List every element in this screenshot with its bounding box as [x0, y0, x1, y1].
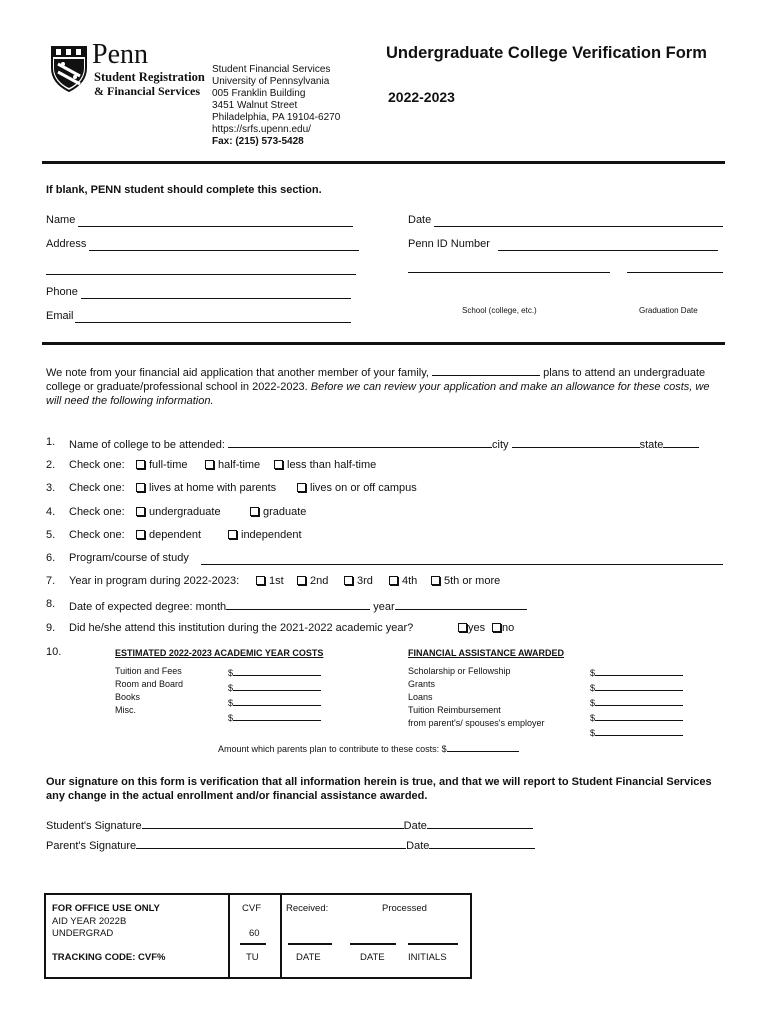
option-yes[interactable] — [458, 622, 485, 634]
name-field[interactable] — [78, 226, 353, 227]
student-signature-field[interactable] — [142, 817, 404, 829]
address-line: 3451 Walnut Street — [212, 100, 298, 111]
checkbox-icon[interactable] — [458, 623, 467, 632]
dollar-sign: $ — [228, 668, 234, 678]
office-use-box — [44, 893, 472, 979]
checkbox-icon[interactable] — [136, 530, 145, 539]
office-divider — [280, 895, 282, 977]
address-line: Student Financial Services — [212, 64, 331, 75]
option-label: dependent — [149, 529, 201, 541]
email-field[interactable] — [75, 322, 351, 323]
question-number: 5. — [46, 529, 56, 541]
year-label: year — [373, 601, 395, 613]
family-member-field[interactable] — [432, 364, 540, 376]
student-signature-row — [46, 817, 533, 832]
form-year: 2022-2023 — [388, 89, 455, 105]
question-text: Check one: — [69, 506, 125, 518]
parent-signature-field[interactable] — [136, 837, 406, 849]
penn-logo — [50, 39, 205, 100]
cost-amount-row — [228, 710, 321, 725]
question-number: 8. — [46, 598, 56, 610]
costs-list — [115, 665, 183, 717]
program-field[interactable] — [201, 564, 723, 565]
office-initials: INITIALS — [408, 952, 447, 963]
degree-year-field[interactable] — [395, 598, 527, 610]
parent-contribution-label: Amount which parents plan to contribute to these costs: $ — [218, 744, 447, 754]
option-label: half-time — [218, 459, 261, 471]
divider — [42, 161, 725, 164]
office-divider — [228, 895, 230, 977]
option-less-than-half-time[interactable] — [274, 459, 376, 471]
question-number: 9. — [46, 622, 56, 634]
option-no[interactable] — [492, 622, 514, 634]
cost-item: Books — [115, 692, 141, 702]
aid-item: Grants — [408, 679, 436, 689]
checkbox-icon[interactable] — [205, 460, 214, 469]
cost-amount-row — [228, 680, 321, 695]
logo-line-1: Student Registration — [94, 70, 205, 84]
option-label: lives at home with parents — [149, 482, 277, 494]
aid-item: from parent's/ spouses's employer — [408, 718, 545, 728]
option-3rd[interactable] — [344, 575, 373, 587]
office-tu: TU — [246, 952, 259, 963]
parent-contribution — [218, 741, 519, 754]
aid-amount-row — [590, 665, 683, 680]
cost-item: Tuition and Fees — [115, 666, 182, 676]
option-label: graduate — [263, 506, 307, 518]
degree-month-field[interactable] — [226, 598, 370, 610]
graduation-date-field[interactable] — [627, 272, 723, 273]
checkbox-icon[interactable] — [228, 530, 237, 539]
office-cvf-line — [240, 943, 266, 945]
intro-text: plans to attend an undergraduate college or graduate/professional school in 2022-2023. — [46, 367, 706, 393]
option-2nd[interactable] — [297, 575, 328, 587]
option-full-time[interactable] — [136, 459, 188, 471]
aid-amount-row — [590, 725, 683, 740]
option-independent[interactable] — [228, 529, 302, 541]
option-graduate[interactable] — [250, 506, 306, 518]
aid-list — [408, 665, 545, 730]
aid-item: Loans — [408, 692, 433, 702]
cost-amount-row — [228, 665, 321, 680]
option-label: 5th or more — [444, 575, 501, 587]
penn-id-field[interactable] — [498, 250, 718, 251]
intro-paragraph — [46, 364, 726, 408]
tuition-amount-field[interactable] — [233, 665, 321, 676]
website-link[interactable]: https://srfs.upenn.edu/ — [212, 124, 311, 135]
question-number: 3. — [46, 482, 56, 494]
option-dependent[interactable] — [136, 529, 201, 541]
cost-item: Misc. — [115, 705, 136, 715]
checkbox-icon[interactable] — [431, 576, 440, 585]
checkbox-icon[interactable] — [389, 576, 398, 585]
option-label: independent — [241, 529, 302, 541]
question-number: 7. — [46, 575, 56, 587]
option-label: 3rd — [357, 575, 373, 587]
option-label: full-time — [149, 459, 188, 471]
option-label: less than half-time — [287, 459, 377, 471]
dollar-sign: $ — [590, 668, 596, 678]
state-label: state — [639, 439, 664, 451]
checkbox-icon[interactable] — [136, 483, 145, 492]
question-text: Date of expected degree: month — [69, 601, 227, 613]
loans-amount-field[interactable] — [595, 695, 683, 706]
option-label: 1st — [269, 575, 284, 587]
aid-item: Tuition Reimbursement — [408, 705, 501, 715]
student-signature-label: Student's Signature — [46, 820, 142, 832]
office-processed-date-line[interactable] — [350, 943, 396, 945]
option-lives-on-off-campus[interactable] — [297, 482, 417, 494]
phone-field[interactable] — [81, 298, 351, 299]
aid-amount-row — [590, 695, 683, 710]
address-field[interactable] — [89, 250, 359, 251]
question-number: 1. — [46, 436, 56, 448]
option-4th[interactable] — [389, 575, 417, 587]
address-line: Philadelphia, PA 19104-6270 — [212, 112, 341, 123]
office-title: FOR OFFICE USE ONLY — [52, 903, 160, 914]
parent-contribution-field[interactable] — [447, 741, 519, 752]
date-label: Date — [406, 840, 430, 852]
logo-wordmark: Penn — [92, 39, 148, 70]
checkbox-icon[interactable] — [274, 460, 283, 469]
school-field[interactable] — [408, 272, 610, 273]
question-number: 6. — [46, 552, 56, 564]
option-lives-at-home[interactable] — [136, 482, 276, 494]
form-title: Undergraduate College Verification Form — [386, 44, 707, 62]
office-aid-year: AID YEAR 2022B — [52, 916, 127, 927]
parent-date-field[interactable] — [429, 837, 535, 849]
misc-amount-field[interactable] — [233, 710, 321, 721]
question-1 — [69, 436, 699, 451]
phone-label: Phone — [46, 286, 78, 298]
dollar-sign: $ — [228, 698, 234, 708]
office-sixty: 60 — [249, 928, 260, 939]
option-label: 2nd — [310, 575, 329, 587]
option-label: 4th — [402, 575, 418, 587]
checkbox-icon[interactable] — [250, 507, 259, 516]
dollar-sign: $ — [590, 698, 596, 708]
divider — [42, 342, 725, 345]
office-received: Received: — [286, 903, 329, 914]
office-initials-line[interactable] — [408, 943, 458, 945]
aid-heading: FINANCIAL ASSISTANCE AWARDED — [408, 648, 565, 658]
checkbox-icon[interactable] — [136, 460, 145, 469]
city-label: city — [492, 439, 509, 451]
office-processed-date: DATE — [360, 952, 385, 963]
dollar-sign: $ — [590, 713, 596, 723]
dollar-sign: $ — [228, 713, 234, 723]
address-line: University of Pennsylvania — [212, 76, 330, 87]
books-amount-field[interactable] — [233, 695, 321, 706]
option-label: lives on or off campus — [310, 482, 417, 494]
office-cvf: CVF — [242, 903, 261, 914]
date-field[interactable] — [434, 226, 723, 227]
logo-line-2: & Financial Services — [94, 84, 200, 98]
office-processed: Processed — [382, 903, 427, 914]
office-tracking-code: TRACKING CODE: CVF% — [52, 952, 166, 963]
question-text: Year in program during 2022-2023: — [69, 575, 240, 587]
dollar-sign: $ — [228, 683, 234, 693]
office-received-date: DATE — [296, 952, 321, 963]
parent-signature-label: Parent's Signature — [46, 840, 137, 852]
college-name-field[interactable] — [228, 436, 492, 448]
aid-amount-row — [590, 710, 683, 725]
date-label: Date — [408, 214, 432, 226]
parent-signature-row — [46, 837, 535, 852]
question-text: Program/course of study — [69, 552, 189, 564]
aid-amounts — [590, 665, 683, 740]
option-label: undergraduate — [149, 506, 221, 518]
penn-shield-icon — [50, 44, 88, 92]
school-caption: School (college, etc.) — [462, 306, 537, 315]
address-line: 005 Franklin Building — [212, 88, 306, 99]
tuition-reimbursement-amount-field[interactable] — [595, 710, 683, 721]
aid-item: Scholarship or Fellowship — [408, 666, 511, 676]
question-8 — [69, 598, 527, 613]
state-field[interactable] — [663, 436, 699, 448]
question-number: 2. — [46, 459, 56, 471]
email-label: Email — [46, 310, 74, 322]
graduation-date-caption: Graduation Date — [639, 306, 698, 315]
checkbox-icon[interactable] — [344, 576, 353, 585]
checkbox-icon[interactable] — [492, 623, 501, 632]
option-5th-or-more[interactable] — [431, 575, 500, 587]
address-label: Address — [46, 238, 87, 250]
cost-item: Room and Board — [115, 679, 184, 689]
office-undergrad: UNDERGRAD — [52, 928, 114, 939]
scholarship-amount-field[interactable] — [595, 665, 683, 676]
checkbox-icon[interactable] — [256, 576, 265, 585]
city-field[interactable] — [512, 436, 640, 448]
student-date-field[interactable] — [427, 817, 533, 829]
room-board-amount-field[interactable] — [233, 680, 321, 691]
cost-amounts — [228, 665, 321, 725]
checkbox-icon[interactable] — [136, 507, 145, 516]
cost-amount-row — [228, 695, 321, 710]
question-text: Check one: — [69, 529, 125, 541]
checkbox-icon[interactable] — [297, 483, 306, 492]
question-number: 10. — [46, 646, 62, 658]
option-label: yes — [468, 622, 486, 634]
dollar-sign: $ — [590, 683, 596, 693]
intro-italic-text: Before we can review your application and make an allowance for these costs, we will need the following information. — [46, 381, 710, 407]
office-received-line[interactable] — [288, 943, 332, 945]
option-1st[interactable] — [256, 575, 284, 587]
name-label: Name — [46, 214, 76, 226]
address-field-line-2[interactable] — [46, 274, 356, 275]
aid-amount-row — [590, 680, 683, 695]
question-number: 4. — [46, 506, 56, 518]
checkbox-icon[interactable] — [297, 576, 306, 585]
question-text: Did he/she attend this institution during the 2021-2022 academic year? — [69, 622, 414, 634]
office-address — [212, 64, 340, 148]
option-label: no — [502, 622, 515, 634]
student-section-instruction: If blank, PENN student should complete this section. — [46, 184, 322, 196]
option-undergraduate[interactable] — [136, 506, 221, 518]
question-text: Check one: — [69, 482, 125, 494]
penn-id-label: Penn ID Number — [408, 238, 490, 250]
employer-amount-field[interactable] — [595, 725, 683, 736]
grants-amount-field[interactable] — [595, 680, 683, 691]
option-half-time[interactable] — [205, 459, 260, 471]
dollar-sign: $ — [590, 728, 596, 738]
fax-number: Fax: (215) 573-5428 — [212, 136, 304, 147]
question-text: Name of college to be attended: — [69, 439, 225, 451]
verification-statement: Our signature on this form is verification that all information herein is true, and that we will report to Student Financial Services any change in the actual enrollment and/or financial assistance awarded. — [46, 776, 712, 802]
intro-text: We note from your financial aid application that another member of your family, — [46, 367, 433, 379]
question-text: Check one: — [69, 459, 125, 471]
costs-heading: ESTIMATED 2022-2023 ACADEMIC YEAR COSTS — [115, 648, 324, 658]
date-label: Date — [403, 820, 427, 832]
